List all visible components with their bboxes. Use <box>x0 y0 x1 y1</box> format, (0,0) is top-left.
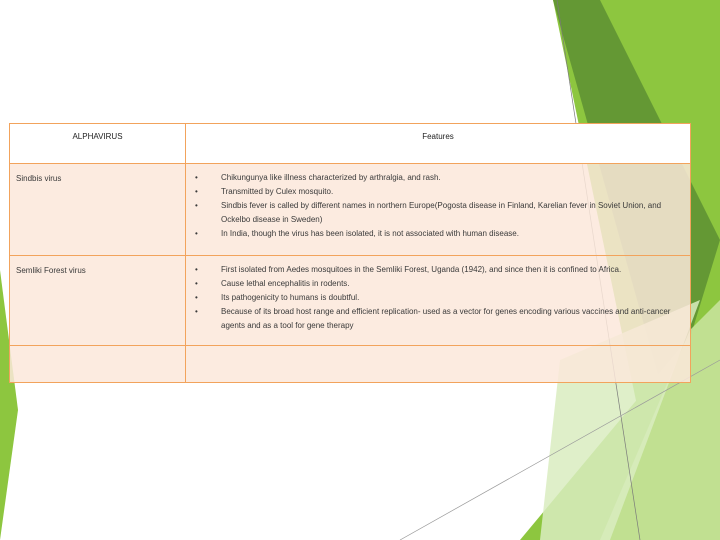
bullet-icon: • <box>195 279 198 288</box>
list-item: • Its pathogenicity to humans is doubtful. <box>186 291 682 305</box>
features-list <box>186 256 690 333</box>
empty-cell <box>186 346 691 383</box>
header-features: Features <box>186 124 691 164</box>
list-item: • Transmitted by Culex mosquito. <box>186 185 682 199</box>
bullet-icon: • <box>195 201 198 210</box>
list-item: • Sindbis fever is called by different names in northern Europe(Pogosta disease in Finland, Karelian fever in Soviet Union, and Ockelbo disease in Sweden) <box>195 201 662 224</box>
list-item: • First isolated from Aedes mosquitoes in the Semliki Forest, Uganda (1942), and since then it is confined to Africa. <box>186 263 682 277</box>
alphavirus-table <box>9 123 691 383</box>
virus-name: Sindbis virus <box>16 174 62 183</box>
list-item: • Because of its broad host range and efficient replication- used as a vector for genes encoding various vaccines and anti-cancer agents and as a tool for gene therapy <box>195 307 671 330</box>
virus-name: Semliki Forest virus <box>16 266 86 275</box>
table-row <box>10 164 691 256</box>
bullet-icon: • <box>195 293 198 302</box>
bullet-icon: • <box>195 307 198 316</box>
bullet-icon: • <box>195 265 198 274</box>
features-cell <box>186 256 691 346</box>
table-row <box>10 256 691 346</box>
table-row-empty <box>10 346 691 383</box>
features-cell <box>186 164 691 256</box>
list-item: • In India, though the virus has been isolated, it is not associated with human disease. <box>186 227 682 241</box>
list-item: • Chikungunya like illness characterized by arthralgia, and rash. <box>186 171 682 185</box>
virus-name-cell <box>10 256 186 346</box>
virus-name-cell <box>10 164 186 256</box>
bullet-icon: • <box>195 187 198 196</box>
empty-cell <box>10 346 186 383</box>
table-header-row <box>10 124 691 164</box>
bullet-icon: • <box>195 173 198 182</box>
features-list <box>186 164 690 241</box>
list-item: • Cause lethal encephalitis in rodents. <box>186 277 682 291</box>
header-alphavirus: ALPHAVIRUS <box>10 124 186 164</box>
alphavirus-table-container <box>9 123 691 382</box>
bullet-icon: • <box>195 229 198 238</box>
